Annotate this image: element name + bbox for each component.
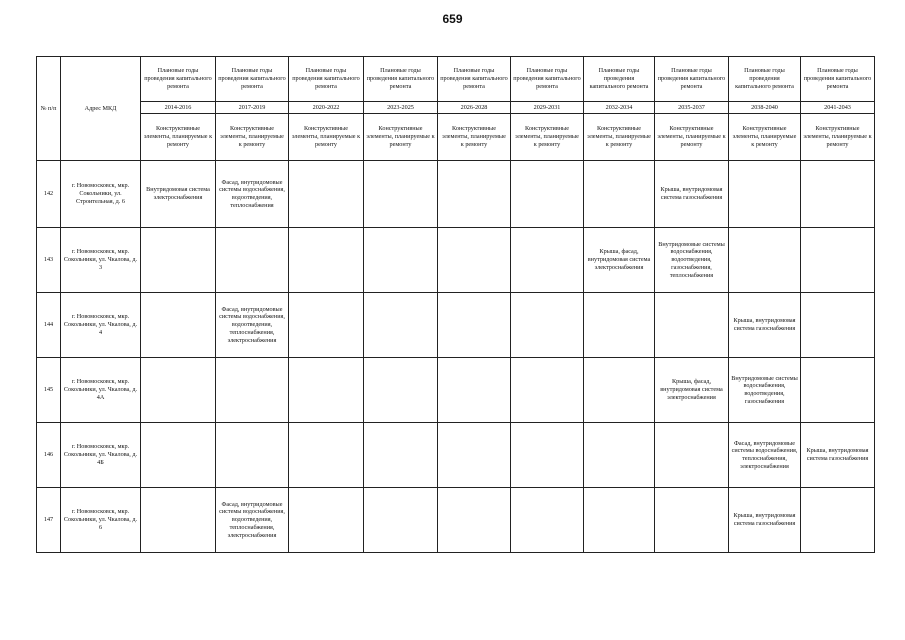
element-cell <box>141 358 216 423</box>
header-elements-cell: Конструктивные элементы, планируемые к ремонту <box>216 114 289 161</box>
element-cell: Крыша, внутридомовая система газоснабжения <box>801 423 875 488</box>
header-plan-cell: Плановые годы проведения капитального ремонта <box>364 57 438 102</box>
header-row-plan <box>37 57 875 102</box>
element-cell: Внутридомовые системы водоснабжения, водоотведения, газоснабжения, теплоснабжения <box>655 228 729 293</box>
row-number: 146 <box>37 423 61 488</box>
header-plan-cell: Плановые годы проведения капитального ремонта <box>729 57 801 102</box>
header-row-elements <box>37 114 875 161</box>
element-cell: Крыша, фасад, внутридомовая система электроснабжения <box>655 358 729 423</box>
header-elements-cell: Конструктивные элементы, планируемые к ремонту <box>438 114 511 161</box>
element-cell <box>216 423 289 488</box>
element-cell <box>584 293 655 358</box>
element-cell <box>438 488 511 553</box>
element-cell <box>801 161 875 228</box>
element-cell: Крыша, внутридомовая система газоснабжения <box>729 293 801 358</box>
period-2014-2016: 2014-2016 <box>141 102 216 114</box>
header-plan-cell: Плановые годы проведения капитального ремонта <box>801 57 875 102</box>
element-cell <box>438 293 511 358</box>
period-2032-2034: 2032-2034 <box>584 102 655 114</box>
element-cell <box>141 423 216 488</box>
page-number: 659 <box>442 12 463 26</box>
element-cell <box>438 161 511 228</box>
header-elements-cell: Конструктивные элементы, планируемые к ремонту <box>801 114 875 161</box>
header-elements-cell: Конструктивные элементы, планируемые к ремонту <box>364 114 438 161</box>
row-number: 142 <box>37 161 61 228</box>
period-2041-2043: 2041-2043 <box>801 102 875 114</box>
period-2023-2025: 2023-2025 <box>364 102 438 114</box>
header-elements-cell: Конструктивные элементы, планируемые к ремонту <box>141 114 216 161</box>
header-elements-cell: Конструктивные элементы, планируемые к ремонту <box>511 114 584 161</box>
header-elements-cell: Конструктивные элементы, планируемые к ремонту <box>729 114 801 161</box>
element-cell <box>289 293 364 358</box>
element-cell: Внутридомовые системы водоснабжения, водоотведения, газоснабжения <box>729 358 801 423</box>
repair-plan-table <box>36 56 875 553</box>
element-cell <box>438 423 511 488</box>
header-elements-cell: Конструктивные элементы, планируемые к ремонту <box>655 114 729 161</box>
element-cell <box>364 358 438 423</box>
period-2026-2028: 2026-2028 <box>438 102 511 114</box>
element-cell <box>364 293 438 358</box>
table-row <box>37 488 875 553</box>
header-elements-cell: Конструктивные элементы, планируемые к ремонту <box>289 114 364 161</box>
element-cell <box>584 161 655 228</box>
element-cell <box>801 228 875 293</box>
element-cell <box>364 228 438 293</box>
element-cell <box>511 423 584 488</box>
element-cell <box>289 423 364 488</box>
row-address: г. Новомосковск, мкр. Сокольники, ул. Чкалова, д. 6 <box>61 488 141 553</box>
table-row <box>37 161 875 228</box>
element-cell <box>438 228 511 293</box>
header-elements-cell: Конструктивные элементы, планируемые к ремонту <box>584 114 655 161</box>
element-cell: Фасад, внутридомовые системы водоснабжения, теплоснабжения, электроснабжения <box>729 423 801 488</box>
header-plan-cell: Плановые годы проведения капитального ремонта <box>438 57 511 102</box>
row-address: г. Новомосковск, мкр. Сокольники, ул. Чкалова, д. 4 <box>61 293 141 358</box>
period-2020-2022: 2020-2022 <box>289 102 364 114</box>
row-address: г. Новомосковск, мкр. Сокольники, ул. Чкалова, д. 3 <box>61 228 141 293</box>
element-cell <box>289 161 364 228</box>
element-cell <box>364 423 438 488</box>
period-2038-2040: 2038-2040 <box>729 102 801 114</box>
element-cell <box>655 423 729 488</box>
element-cell <box>289 358 364 423</box>
header-row-periods <box>37 102 875 114</box>
table-row <box>37 423 875 488</box>
element-cell <box>801 293 875 358</box>
table-row <box>37 358 875 423</box>
period-2017-2019: 2017-2019 <box>216 102 289 114</box>
element-cell: Крыша, внутридомовая система газоснабжения <box>729 488 801 553</box>
element-cell <box>511 488 584 553</box>
element-cell <box>216 358 289 423</box>
header-plan-cell: Плановые годы проведения капитального ремонта <box>216 57 289 102</box>
element-cell: Фасад, внутридомовые системы водоснабжения, водоотведения, теплоснабжения, электроснабжения <box>216 293 289 358</box>
row-number: 144 <box>37 293 61 358</box>
element-cell: Крыша, фасад, внутридомовая система электроснабжения <box>584 228 655 293</box>
header-plan-cell: Плановые годы проведения капитального ремонта <box>141 57 216 102</box>
row-address: г. Новомосковск, мкр. Сокольники, ул. Чкалова, д. 4А <box>61 358 141 423</box>
element-cell <box>289 488 364 553</box>
element-cell <box>141 293 216 358</box>
element-cell <box>655 293 729 358</box>
table-row <box>37 293 875 358</box>
element-cell <box>584 358 655 423</box>
element-cell <box>438 358 511 423</box>
row-number: 147 <box>37 488 61 553</box>
element-cell <box>511 358 584 423</box>
element-cell <box>729 228 801 293</box>
element-cell <box>364 161 438 228</box>
header-plan-cell: Плановые годы проведения капитального ремонта <box>584 57 655 102</box>
element-cell <box>141 228 216 293</box>
element-cell <box>511 161 584 228</box>
table-row <box>37 228 875 293</box>
element-cell: Крыша, внутридомовая система газоснабжения <box>655 161 729 228</box>
element-cell <box>729 161 801 228</box>
row-address: г. Новомосковск, мкр. Сокольники, ул. Чкалова, д. 4Б <box>61 423 141 488</box>
row-number: 145 <box>37 358 61 423</box>
element-cell: Фасад, внутридомовые системы водоснабжения, водоотведения, теплоснабжения <box>216 161 289 228</box>
element-cell: Фасад, внутридомовые системы водоснабжения, водоотведения, теплоснабжения, электроснабжения <box>216 488 289 553</box>
header-plan-cell: Плановые годы проведения капитального ремонта <box>511 57 584 102</box>
element-cell <box>801 488 875 553</box>
header-num: № п/п <box>37 57 61 161</box>
element-cell <box>289 228 364 293</box>
element-cell: Внутридомовая система электроснабжения <box>141 161 216 228</box>
row-number: 143 <box>37 228 61 293</box>
element-cell <box>141 488 216 553</box>
header-address: Адрес МКД <box>61 57 141 161</box>
header-plan-cell: Плановые годы проведения капитального ремонта <box>289 57 364 102</box>
element-cell <box>584 423 655 488</box>
element-cell <box>364 488 438 553</box>
element-cell <box>655 488 729 553</box>
element-cell <box>584 488 655 553</box>
row-address: г. Новомосковск, мкр. Сокольники, ул. Строительная, д. 6 <box>61 161 141 228</box>
element-cell <box>511 228 584 293</box>
element-cell <box>801 358 875 423</box>
period-2029-2031: 2029-2031 <box>511 102 584 114</box>
period-2035-2037: 2035-2037 <box>655 102 729 114</box>
element-cell <box>216 228 289 293</box>
header-plan-cell: Плановые годы проведения капитального ремонта <box>655 57 729 102</box>
element-cell <box>511 293 584 358</box>
